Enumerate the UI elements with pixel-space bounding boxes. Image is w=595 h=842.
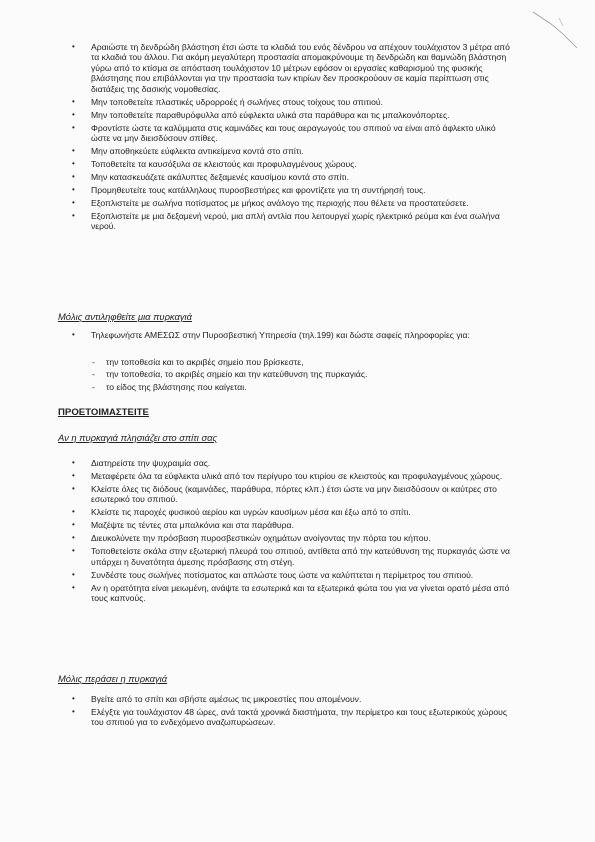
dash-icon: -: [92, 381, 95, 392]
bullet-icon: •: [72, 122, 75, 132]
list-item: • Αν η ορατότητα είναι μειωμένη, ανάψτε τα εσωτερικά και τα εξωτερικά φώτα του για να γίνεται ορατό μέσα από τους καπνούς.: [72, 582, 510, 604]
list-item: • Τοποθετείστε σκάλα στην εξωτερική πλευρά του σπιτιού, αντίθετα από την κατεύθυνση της πυρκαγιάς ώστε να υπάρχει η δυνατότητα άμεσης πρόσβασης στη στέγη.: [72, 546, 510, 567]
bullet-icon: •: [72, 694, 75, 703]
bullet-icon: •: [72, 707, 75, 716]
bullet-icon: •: [72, 546, 75, 556]
section-heading-fire-approaching: Αν η πυρκαγιά πλησιάζει στο σπίτι σας: [58, 432, 218, 443]
list-item: • Αραιώστε τη δενδρώδη βλάστηση έτσι ώστε τα κλαδιά του ενός δένδρου να απέχουν τουλάχιστον 3 μέτρα από τα κλαδιά του άλλου. Για ακόμη μεγαλύτερη προστασία απομακρύνουμε τη δενδρώδη και θαμνώδη βλάστηση γύρω από το κτίσμα σε απόσταση τουλάχιστον 10 μέτρων εφόσον οι εργασίες καθαρισμού της φυσικής βλάστησης που επιβάλλονται για την προστασία των κτιρίων δεν προσκρούουν σε καμία περίπτωση στις διατάξεις της δασικής νομοθεσίας.: [72, 42, 510, 94]
bullet-icon: •: [72, 582, 75, 592]
bullet-icon: •: [72, 533, 75, 543]
list-item: • Μην αποθηκεύετε εύφλεκτα αντικείμενα κοντά στο σπίτι.: [72, 146, 304, 157]
list-item: • Μην τοποθετείτε πλαστικές υδρορροές ή σωλήνες στους τοίχους του σπιτιού.: [72, 96, 383, 107]
list-item: • Εξοπλιστείτε με σωλήνα ποτίσματος με μήκος ανάλογο της περιοχής που θέλετε να προστατεύσετε.: [72, 198, 469, 209]
list-item: • Διευκολύνετε την πρόσβαση πυροσβεστικών οχημάτων ανοίγοντας την πόρτα του κήπου.: [72, 533, 431, 544]
list-item: • Τοποθετείτε τα καυσόξυλα σε κλειστούς και προφυλαγμένους χώρους.: [72, 159, 357, 170]
list-item: • Μαζέψτε τις τέντες στα μπαλκόνια και στα παράθυρα.: [72, 520, 294, 531]
dash-icon: -: [92, 357, 95, 367]
bullet-icon: •: [72, 96, 75, 106]
list-item: • Κλείστε τις παροχές φυσικού αερίου και υγρών καυσίμων μέσα και έξω από το σπίτι.: [72, 507, 411, 518]
bullet-icon: •: [72, 42, 75, 51]
info-sublist: [92, 357, 492, 394]
bullet-icon: •: [72, 507, 75, 517]
bullet-icon: •: [72, 159, 75, 169]
scan-mark: [529, 8, 589, 58]
list-item: • Μεταφέρετε όλα τα εύφλεκτα υλικά από τον περίγυρο του κτιρίου σε κλειστούς και προφυλαγμένους χώρους.: [72, 471, 503, 481]
list-item: • Εξοπλιστείτε με μια δεξαμενή νερού, μια απλή αντλία που λειτουργεί χωρίς ηλεκτρικό ρεύμα και ένα σωλήνα νερού.: [72, 211, 500, 232]
sublist-item: - την τοποθεσία και το ακριβές σημείο που βρίσκεστε,: [92, 357, 304, 367]
list-item: • Κλείστε όλες τις διόδους (καμινάδες, παράθυρα, πόρτες κλπ.) έτσι ώστε να μην διεισδύσουν οι καύτρες στο εσωτερικό του σπιτιού.: [72, 484, 497, 505]
list-item: • Προμηθευτείτε τους κατάλληλους πυροσβεστήρες και φροντίζετε για τη συντήρησή τους.: [72, 185, 426, 196]
list-item: • Ελέγξτε για τουλάχιστον 48 ώρες, ανά τακτά χρονικά διαστήματα, την περίμετρο και τους εξωτερικούς χώρους του σπιτιού για το ενδεχόμενο αναζωπυρώσεων.: [72, 707, 507, 728]
bullet-icon: •: [72, 185, 75, 195]
bullet-icon: •: [72, 520, 75, 530]
section-heading-after-fire: Μόλις περάσει η πυρκαγιά: [58, 673, 168, 684]
dash-icon: -: [92, 369, 95, 380]
bullet-icon: •: [72, 569, 75, 579]
list-item: • Βγείτε από το σπίτι και σβήστε αμέσως τις μικροεστίες που απομένουν.: [72, 694, 362, 704]
prevention-list: [72, 42, 512, 234]
bullet-icon: •: [72, 330, 75, 339]
bullet-icon: •: [72, 146, 75, 156]
sublist-item: - το είδος της βλάστησης που καίγεται.: [92, 381, 247, 392]
list-item: • Μην τοποθετείτε παραθυρόφυλλα από εύφλεκτα υλικά στα παράθυρα και τις μπαλκονόπορτες.: [72, 109, 450, 120]
section-title-prepare: ΠΡΟΕΤΟΙΜΑΣΤΕΙΤΕ: [58, 407, 149, 418]
bullet-icon: •: [72, 172, 75, 182]
bullet-icon: •: [72, 109, 75, 119]
sublist-item: - την τοποθεσία, το ακριβές σημείο και την κατεύθυνση της πυρκαγιάς.: [92, 369, 368, 380]
fire-detected-list: [72, 330, 512, 343]
bullet-icon: •: [72, 471, 75, 480]
list-item: • Μην κατασκευάζετε ακάλυπτες δεξαμενές καυσίμου κοντά στο σπίτι.: [72, 172, 349, 183]
list-item: • Διατηρείστε την ψυχραιμία σας.: [72, 458, 211, 468]
list-item: • Φροντίστε ώστε τα καλύμματα στις καμινάδες και τους αεραγωγούς του σπιτιού να είναι από άφλεκτο υλικό ώστε να μην διεισδύσουν σπίθες.: [72, 122, 496, 144]
fire-approaching-list: [72, 458, 512, 606]
list-item: • Συνδέστε τους σωλήνες ποτίσματος και απλώστε τους ώστε να καλύπτεται η περίμετρος του σπιτιού.: [72, 569, 474, 580]
after-fire-list: [72, 694, 512, 730]
bullet-icon: •: [72, 458, 75, 467]
bullet-icon: •: [72, 211, 75, 221]
list-item: • Τηλεφωνήστε ΑΜΕΣΩΣ στην Πυροσβεστική Υπηρεσία (τηλ.199) και δώστε σαφείς πληροφορίες για:: [72, 330, 470, 340]
bullet-icon: •: [72, 198, 75, 208]
bullet-icon: •: [72, 484, 75, 493]
section-heading-fire-detected: Μόλις αντιληφθείτε μια πυρκαγιά: [58, 311, 192, 322]
